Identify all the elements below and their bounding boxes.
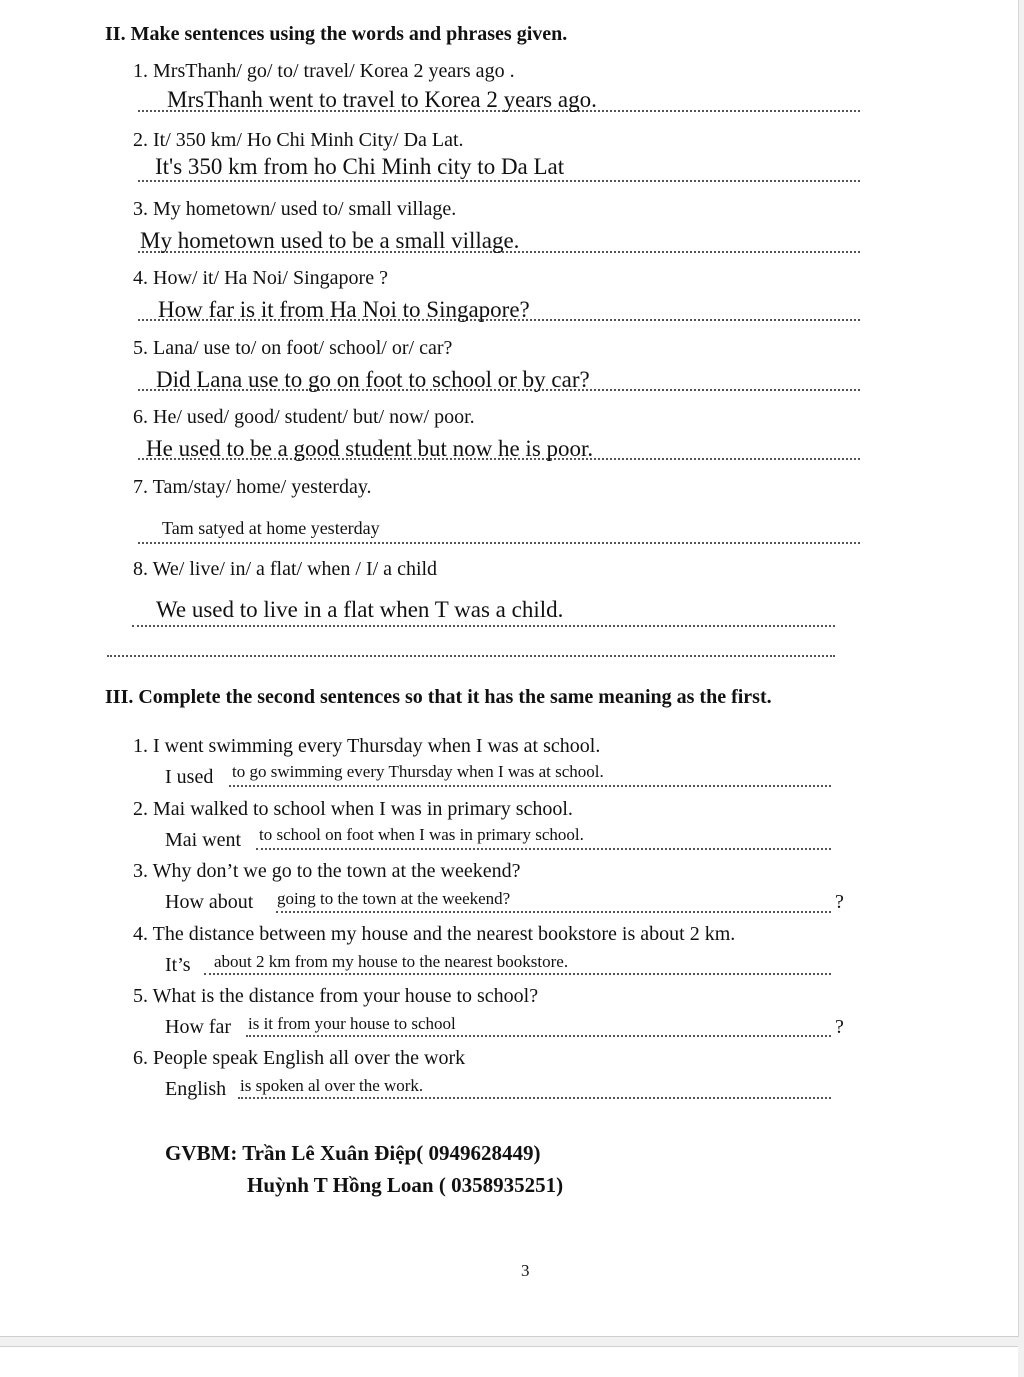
s3-answer-2: to school on foot when I was in primary school. (259, 825, 584, 844)
s2-prompt-3: 3. My hometown/ used to/ small village. (133, 198, 457, 220)
s2-answer-7: Tam satyed at home yesterday (162, 518, 380, 538)
s3-prompt-6: 6. People speak English all over the work (133, 1047, 466, 1069)
teacher-line-1: GVBM: Trần Lê Xuân Điệp( 0949628449) (165, 1141, 541, 1165)
s3-lead-2: Mai went (165, 829, 242, 851)
s3-end-5: ? (835, 1016, 844, 1038)
s3-lead-3: How about (165, 891, 254, 913)
s3-answer-line-6 (238, 1097, 831, 1099)
s2-answer-line-7 (138, 542, 860, 544)
s3-end-3: ? (835, 891, 844, 913)
s2-prompt-7: 7. Tam/stay/ home/ yesterday. (133, 476, 372, 498)
s2-prompt-6: 6. He/ used/ good/ student/ but/ now/ poor. (133, 406, 475, 428)
s2-answer-5: Did Lana use to go on foot to school or by car? (156, 367, 590, 392)
s3-answer-line-3 (276, 911, 831, 913)
s2-answer-8: We used to live in a flat when T was a child. (156, 597, 564, 622)
s3-prompt-4: 4. The distance between my house and the nearest bookstore is about 2 km. (133, 923, 736, 945)
teacher-line-2: Huỳnh T Hồng Loan ( 0358935251) (247, 1173, 564, 1197)
s3-answer-5: is it from your house to school (248, 1014, 456, 1033)
s3-answer-1: to go swimming every Thursday when I was at school. (232, 762, 604, 781)
s2-answer-3: My hometown used to be a small village. (140, 228, 520, 253)
s2-answer-4: How far is it from Ha Noi to Singapore? (158, 297, 530, 322)
s3-answer-line-1 (229, 785, 831, 787)
s2-prompt-2: 2. It/ 350 km/ Ho Chi Minh City/ Da Lat. (133, 129, 464, 151)
s3-prompt-2: 2. Mai walked to school when I was in primary school. (133, 798, 573, 820)
section-2-heading: II. Make sentences using the words and phrases given. (105, 23, 568, 45)
section-3-heading: III. Complete the second sentences so that it has the same meaning as the first. (105, 686, 772, 708)
next-page-edge (0, 1346, 1018, 1377)
s2-answer-line-8 (132, 625, 835, 627)
s3-answer-line-4 (204, 973, 831, 975)
s2-answer-2: It's 350 km from ho Chi Minh city to Da Lat (155, 154, 565, 179)
s3-answer-line-2 (256, 848, 831, 850)
s3-answer-line-5 (246, 1035, 831, 1037)
s2-answer-6: He used to be a good student but now he is poor. (146, 436, 594, 461)
s3-lead-6: English (165, 1078, 227, 1100)
s2-prompt-8: 8. We/ live/ in/ a flat/ when / I/ a child (133, 558, 438, 580)
s3-lead-4: It’s (165, 954, 191, 976)
s3-answer-3: going to the town at the weekend? (277, 889, 511, 908)
s3-prompt-3: 3. Why don’t we go to the town at the weekend? (133, 860, 521, 882)
s2-prompt-4: 4. How/ it/ Ha Noi/ Singapore ? (133, 267, 388, 289)
s3-prompt-1: 1. I went swimming every Thursday when I was at school. (133, 735, 601, 757)
s3-lead-5: How far (165, 1016, 232, 1038)
page-number: 3 (521, 1261, 530, 1280)
s3-lead-1: I used (165, 766, 214, 788)
extra-dotted-line (107, 655, 835, 657)
s2-prompt-1: 1. MrsThanh/ go/ to/ travel/ Korea 2 years ago . (133, 60, 515, 82)
s2-prompt-5: 5. Lana/ use to/ on foot/ school/ or/ car? (133, 337, 453, 359)
s3-answer-6: is spoken al over the work. (240, 1076, 424, 1095)
s3-answer-4: about 2 km from my house to the nearest bookstore. (214, 952, 569, 971)
s2-answer-line-2 (138, 180, 860, 182)
s3-prompt-5: 5. What is the distance from your house to school? (133, 985, 539, 1007)
s2-answer-1: MrsThanh went to travel to Korea 2 years ago. (167, 87, 597, 112)
